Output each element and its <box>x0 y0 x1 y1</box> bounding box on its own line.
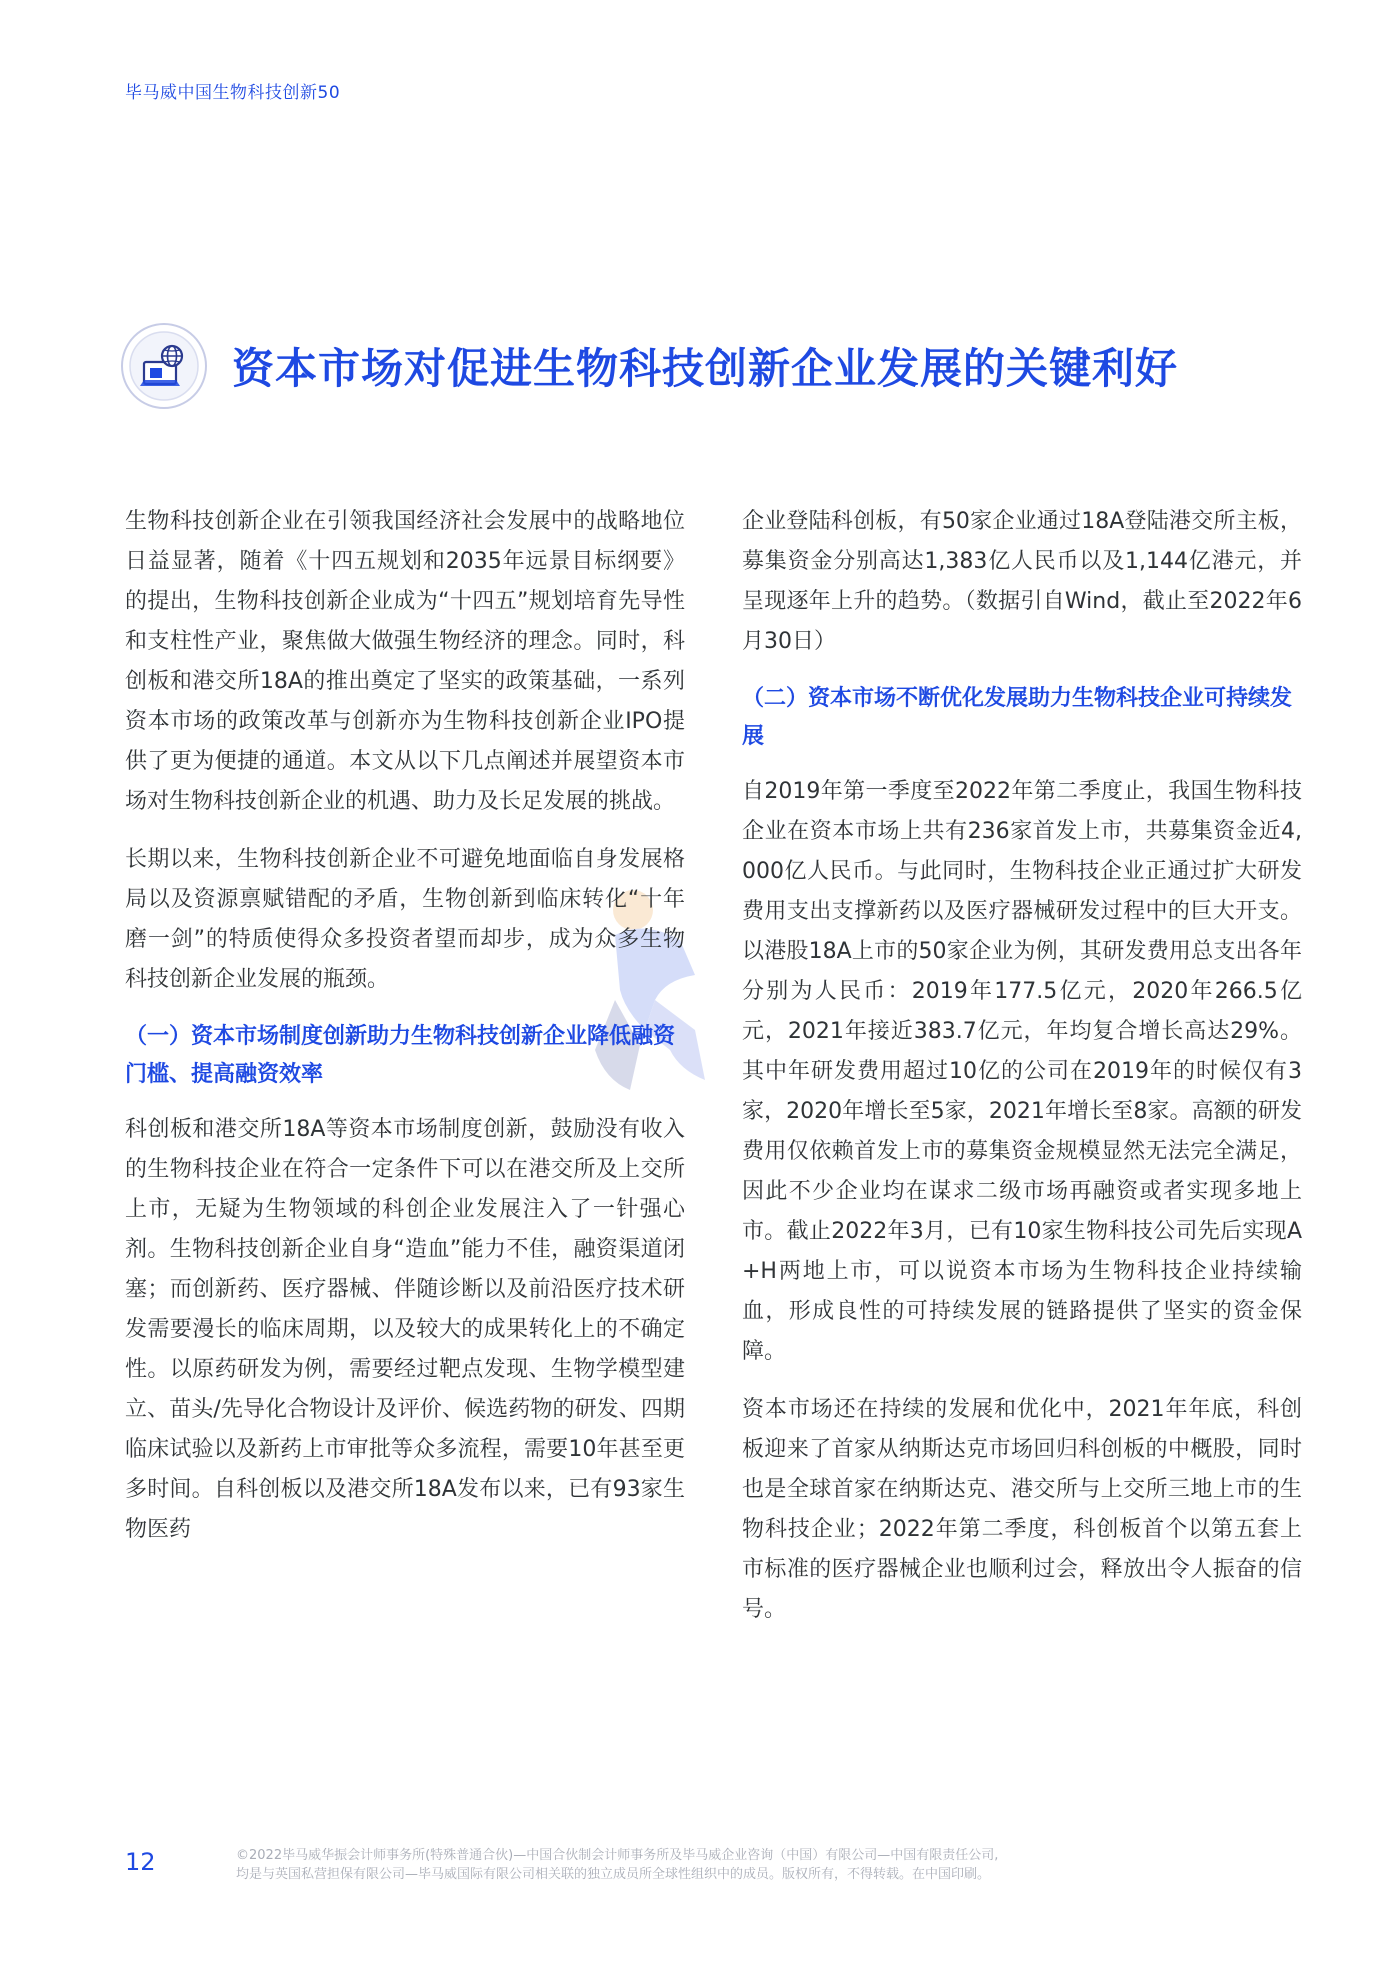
left-column <box>125 502 685 1568</box>
subheading-two: （二）资本市场不断优化发展助力生物科技企业可持续发展 <box>742 686 1293 749</box>
institution-innovation-paragraph: 科创板和港交所18A等资本市场制度创新，鼓励没有收入的生物科技企业在符合一定条件下可以在港交所及上交所上市，无疑为生物领域的科创企业发展注入了一针强心剂。生物科技创新企业自身“造血”能力不佳，融资渠道闭塞；而创新药、医疗器械、伴随诊断以及前沿医疗技术研发需要漫长的临床周期，以及较大的成果转化上的不确定性。以原药研发为例，需要经过靶点发现、生物学模型建立、苗头/先导化合物设计及评价、候选药物的研发、四期临床试验以及新药上市审批等众多流程，需要10年甚至更多时间。自科创板以及港交所18A发布以来，已有93家生物医药 <box>125 1117 685 1542</box>
section-title: 资本市场对促进生物科技创新企业发展的关键利好 <box>232 344 1179 393</box>
globe-laptop-icon <box>120 322 208 410</box>
right-column <box>742 502 1302 1648</box>
report-header-label: 毕马威中国生物科技创新50 <box>125 83 341 103</box>
copyright-line-2: 均是与英国私营担保有限公司—毕马威国际有限公司相关联的独立成员所全球性组织中的成员。版权所有，不得转载。在中国印刷。 <box>236 1867 991 1882</box>
page-number: 12 <box>125 1848 156 1876</box>
challenge-paragraph: 长期以来，生物科技创新企业不可避免地面临自身发展格局以及资源禀赋错配的矛盾，生物创新到临床转化“十年磨一剑”的特质使得众多投资者望而却步，成为众多生物科技创新企业发展的瓶颈。 <box>125 847 685 992</box>
listing-stats-paragraph: 企业登陆科创板，有50家企业通过18A登陆港交所主板，募集资金分别高达1,383亿人民币以及1,144亿港元，并呈现逐年上升的趋势。（数据引自Wind，截止至2022年6月30日） <box>742 509 1302 654</box>
copyright-notice <box>236 1846 1236 1884</box>
market-optimization-paragraph: 资本市场还在持续的发展和优化中，2021年年底，科创板迎来了首家从纳斯达克市场回归科创板的中概股，同时也是全球首家在纳斯达克、港交所与上交所三地上市的生物科技企业；2022年第二季度，科创板首个以第五套上市标准的医疗器械企业也顺利过会，释放出令人振奋的信号。 <box>742 1397 1302 1622</box>
copyright-line-1: ©2022毕马威华振会计师事务所(特殊普通合伙)—中国合伙制会计师事务所及毕马威企业咨询（中国）有限公司—中国有限责任公司, <box>236 1848 999 1863</box>
rd-expense-paragraph: 自2019年第一季度至2022年第二季度止，我国生物科技企业在资本市场上共有236家首发上市，共募集资金近4,000亿人民币。与此同时，生物科技企业正通过扩大研发费用支出支撑新药以及医疗器械研发过程中的巨大开支。以港股18A上市的50家企业为例，其研发费用总支出各年分别为人民币：2019年177.5亿元，2020年266.5亿元，2021年接近383.7亿元，年均复合增长高达29%。其中年研发费用超过10亿的公司在2019年的时候仅有3家，2020年增长至5家，2021年增长至8家。高额的研发费用仅依赖首发上市的募集资金规模显然无法完全满足，因此不少企业均在谋求二级市场再融资或者实现多地上市。截止2022年3月，已有10家生物科技公司先后实现A+H两地上市，可以说资本市场为生物科技企业持续输血，形成良性的可持续发展的链路提供了坚实的资金保障。 <box>742 779 1302 1364</box>
subheading-one: （一）资本市场制度创新助力生物科技创新企业降低融资门槛、提高融资效率 <box>125 1024 676 1087</box>
intro-paragraph: 生物科技创新企业在引领我国经济社会发展中的战略地位日益显著，随着《十四五规划和2035年远景目标纲要》的提出，生物科技创新企业成为“十四五”规划培育先导性和支柱性产业，聚焦做大做强生物经济的理念。同时，科创板和港交所18A的推出奠定了坚实的政策基础，一系列资本市场的政策改革与创新亦为生物科技创新企业IPO提供了更为便捷的通道。本文从以下几点阐述并展望资本市场对生物科技创新企业的机遇、助力及长足发展的挑战。 <box>125 509 685 814</box>
